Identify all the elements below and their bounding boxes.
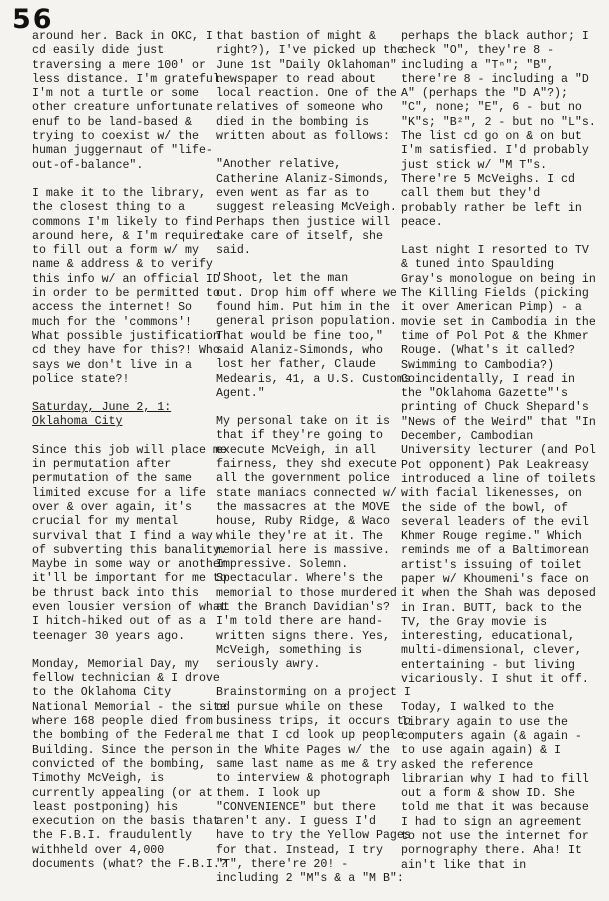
text-line: execution on the basis that bbox=[32, 815, 220, 829]
text-line: even lousier version of what bbox=[32, 600, 227, 614]
text-line: movie set in Cambodia in the bbox=[401, 315, 596, 329]
text-line: My personal take on it is bbox=[216, 415, 390, 429]
text-line: seriously awry. bbox=[216, 658, 321, 672]
text-line: around her. Back in OKC, I bbox=[32, 30, 213, 43]
text-line: "CONVENIENCE" but there bbox=[216, 800, 377, 814]
text-line: December, Cambodian bbox=[401, 430, 534, 444]
text-line: newspaper to read about bbox=[216, 72, 377, 86]
text-line: computers again (& again - bbox=[401, 729, 582, 743]
text-line: memorial to those murdered bbox=[216, 586, 397, 600]
text-line: Medearis, 41, a U.S. Customs bbox=[216, 372, 411, 386]
text-line: in permutation after bbox=[32, 458, 172, 472]
text-line: Timothy McVeigh, is bbox=[32, 772, 165, 786]
paragraph bbox=[401, 30, 596, 230]
paragraph bbox=[401, 244, 596, 687]
text-line: commons I'm likely to find bbox=[32, 215, 213, 229]
text-line: memorial here is massive. bbox=[216, 543, 390, 557]
text-line: access the internet! So bbox=[32, 301, 193, 315]
text-line: them. I look up bbox=[216, 786, 321, 800]
text-line: asked the reference bbox=[401, 758, 534, 772]
text-line: A" (perhaps the "D A"?); bbox=[401, 87, 568, 101]
text-line: Spectacular. Where's the bbox=[216, 572, 383, 586]
text-line: business trips, it occurs to bbox=[216, 715, 411, 729]
text-line: house, Ruby Ridge, & Waco bbox=[216, 515, 390, 529]
text-line: the closest thing to a bbox=[32, 201, 186, 215]
text-line: Building. Since the person bbox=[32, 743, 213, 757]
text-line: at the Branch Davidian's? bbox=[216, 600, 390, 614]
text-line: traversing a mere 100' or bbox=[32, 58, 206, 72]
text-line: found him. Put him in the bbox=[216, 301, 390, 315]
text-line: to fill out a form w/ my bbox=[32, 244, 199, 258]
text-line: Coincidentally, I read in bbox=[401, 372, 575, 386]
text-line: state maniacs connected w/ bbox=[216, 486, 397, 500]
text-line: to not use the internet for bbox=[401, 830, 589, 844]
text-line: I hitch-hiked out of as a bbox=[32, 615, 206, 629]
text-line: to the Oklahoma City bbox=[32, 686, 172, 700]
paragraph bbox=[32, 186, 220, 387]
text-line: Gray's monologue on being in bbox=[401, 272, 596, 286]
text-line: out. Drop him off where we bbox=[216, 286, 397, 300]
text-line: cd easily dide just bbox=[32, 44, 165, 58]
text-line: cd they have for this?! Who bbox=[32, 344, 220, 358]
text-line: least postponing) his bbox=[32, 800, 179, 814]
text-line: be thrust back into this bbox=[32, 586, 199, 600]
text-line: currently appealing (or at bbox=[32, 786, 213, 800]
paragraph bbox=[216, 272, 411, 401]
text-line: documents (what? the F.B.I.? bbox=[32, 858, 227, 872]
text-line: fairness, they shd execute bbox=[216, 458, 397, 472]
text-line: The Killing Fields (picking bbox=[401, 287, 589, 301]
text-line: less distance. I'm grateful bbox=[32, 72, 220, 86]
text-line: reminds me of a Baltimorean bbox=[401, 544, 589, 558]
text-line: Today, I walked to the bbox=[401, 701, 555, 715]
text-line: the "Oklahoma Gazette"'s bbox=[401, 387, 568, 401]
text-line: interesting, educational, bbox=[401, 630, 575, 644]
text-line: "C", none; "E", 6 - but no bbox=[401, 101, 582, 115]
text-line: me that I cd look up people bbox=[216, 729, 404, 743]
text-line: perhaps the black author; I bbox=[401, 30, 589, 43]
text-line: take care of itself, she bbox=[216, 229, 383, 243]
text-line: out a form & show ID. She bbox=[401, 787, 575, 801]
text-line: human juggernaut of "life- bbox=[32, 144, 213, 158]
text-column-3 bbox=[401, 30, 596, 887]
text-line: it over American Pimp) - a bbox=[401, 301, 582, 315]
text-line: local reaction. One of the bbox=[216, 87, 397, 101]
text-line: peace. bbox=[401, 215, 443, 229]
text-line: general prison population. bbox=[216, 315, 397, 329]
text-line: paper w/ Khoumeni's face on bbox=[401, 572, 589, 586]
text-line: much for the 'commons'! bbox=[32, 315, 193, 329]
text-line: The list cd go on & on but bbox=[401, 130, 582, 144]
text-line: Perhaps then justice will bbox=[216, 215, 390, 229]
text-line: in the White Pages w/ the bbox=[216, 743, 390, 757]
text-line: written signs there. Yes, bbox=[216, 629, 390, 643]
paragraph bbox=[32, 30, 220, 173]
text-line: "T", there're 20! - bbox=[216, 858, 349, 872]
text-line: "K"s; "B²", 2 - but no "L"s. bbox=[401, 115, 596, 129]
text-line: lost her father, Claude bbox=[216, 358, 377, 372]
text-line: McVeigh, something is bbox=[216, 643, 363, 657]
paragraph bbox=[216, 158, 397, 258]
text-line: cd pursue while on these bbox=[216, 700, 383, 714]
page-number: 56 bbox=[12, 4, 54, 35]
text-line: even went as far as to bbox=[216, 186, 370, 200]
text-line: for that. Instead, I try bbox=[216, 843, 383, 857]
text-line: where 168 people died from bbox=[32, 715, 213, 729]
text-line: Oklahoma City bbox=[32, 415, 123, 429]
text-line: vicariously. I shut it off. bbox=[401, 673, 589, 687]
text-line: other creature unfortunate bbox=[32, 101, 213, 115]
text-line: in order to be permitted to bbox=[32, 287, 220, 301]
text-line: check "O", they're 8 - bbox=[401, 44, 555, 58]
text-line: Last night I resorted to TV bbox=[401, 244, 589, 258]
text-line: it when the Shah was deposed bbox=[401, 587, 596, 601]
text-line: the massacres at the MOVE bbox=[216, 500, 390, 514]
text-line: execute McVeigh, in all bbox=[216, 443, 377, 457]
text-line: probably rather be left in bbox=[401, 201, 582, 215]
text-line: withheld over 4,000 bbox=[32, 843, 165, 857]
text-line: this info w/ an official ID bbox=[32, 272, 220, 286]
text-line: just stick w/ "M T"s. bbox=[401, 158, 548, 172]
text-line: died in the bombing is bbox=[216, 115, 370, 129]
text-line: multi-dimensional, clever, bbox=[401, 644, 582, 658]
text-line: I had to sign an agreement bbox=[401, 815, 582, 829]
text-line: I make it to the library, bbox=[32, 186, 206, 200]
text-line: Khmer Rouge regime." Which bbox=[401, 530, 582, 544]
text-line: teenager 30 years ago. bbox=[32, 629, 186, 643]
paragraph bbox=[216, 30, 404, 144]
text-line: told me that it was because bbox=[401, 801, 589, 815]
text-line: There're 5 McVeighs. I cd bbox=[401, 172, 575, 186]
text-line: ain't like that in bbox=[401, 858, 527, 872]
text-line: have to try the Yellow Pages bbox=[216, 829, 411, 843]
text-line: June 1st "Daily Oklahoman" bbox=[216, 58, 397, 72]
text-line: TV, the Gray movie is bbox=[401, 615, 548, 629]
text-line: said. bbox=[216, 244, 251, 258]
text-line: all the government police bbox=[216, 472, 390, 486]
text-line: Maybe in some way or another bbox=[32, 558, 227, 572]
text-line: several leaders of the evil bbox=[401, 515, 589, 529]
text-line: I'm satisfied. I'd probably bbox=[401, 144, 589, 158]
paragraph bbox=[401, 701, 596, 873]
text-line: there're 8 - including a "D bbox=[401, 72, 589, 86]
text-line: name & address & to verify bbox=[32, 258, 213, 272]
paragraph bbox=[216, 415, 397, 672]
paragraph bbox=[216, 686, 411, 886]
text-line: enuf to be land-based & bbox=[32, 115, 193, 129]
text-line: aren't any. I guess I'd bbox=[216, 815, 377, 829]
text-line: permutation of the same bbox=[32, 472, 193, 486]
text-line: out-of-balance". bbox=[32, 158, 144, 172]
text-line: National Memorial - the site bbox=[32, 700, 227, 714]
text-line: University lecturer (and Pol bbox=[401, 444, 596, 458]
text-line: introduced a line of toilets bbox=[401, 472, 596, 486]
text-line: Monday, Memorial Day, my bbox=[32, 657, 199, 671]
text-line: Rouge. (What's it called? bbox=[401, 344, 575, 358]
text-line: the bombing of the Federal bbox=[32, 729, 213, 743]
text-line: said Alaniz-Simonds, who bbox=[216, 343, 383, 357]
text-line: while they're at it. The bbox=[216, 529, 383, 543]
text-line: artist's issuing of toilet bbox=[401, 558, 582, 572]
text-line: librarian why I had to fill bbox=[401, 772, 589, 786]
text-line: call them but they'd bbox=[401, 187, 541, 201]
text-line: Saturday, June 2, 1: bbox=[32, 401, 172, 415]
text-line: that bastion of might & bbox=[216, 30, 377, 43]
text-line: over & over again, it's bbox=[32, 500, 193, 514]
text-line: I'm told there are hand- bbox=[216, 615, 383, 629]
text-line: Since this job will place me bbox=[32, 443, 227, 457]
text-line: entertaining - but living bbox=[401, 658, 575, 672]
text-line: police state?! bbox=[32, 372, 130, 386]
text-line: the side of the bowl, of bbox=[401, 501, 568, 515]
text-line: to use again again) & I bbox=[401, 744, 562, 758]
text-line: Catherine Alaniz-Simonds, bbox=[216, 172, 390, 186]
text-line: fellow technician & I drove bbox=[32, 672, 220, 686]
text-line: with facial likenesses, on bbox=[401, 487, 582, 501]
text-line: "Another relative, bbox=[216, 158, 342, 172]
text-line: survival that I find a way bbox=[32, 529, 213, 543]
paragraph bbox=[32, 443, 227, 644]
text-line: says we don't live in a bbox=[32, 358, 193, 372]
text-line: & tuned into Spaulding bbox=[401, 258, 555, 272]
text-line: Impressive. Solemn. bbox=[216, 558, 349, 572]
text-line: Agent." bbox=[216, 386, 265, 400]
text-line: including 2 "M"s & a "M B": bbox=[216, 872, 404, 886]
section-heading bbox=[32, 401, 207, 430]
text-line: suggest releasing McVeigh. bbox=[216, 201, 397, 215]
text-line: crucial for my mental bbox=[32, 515, 179, 529]
text-line: "News of the Weird" that "In bbox=[401, 415, 596, 429]
text-line: same last name as me & try bbox=[216, 757, 397, 771]
text-line: Brainstorming on a project I bbox=[216, 686, 411, 700]
text-line: right?), I've picked up the bbox=[216, 44, 404, 58]
text-line: relatives of someone who bbox=[216, 101, 383, 115]
text-line: the F.B.I. fraudulently bbox=[32, 829, 193, 843]
paragraph bbox=[32, 657, 227, 872]
text-line: printing of Chuck Shepard's bbox=[401, 401, 589, 415]
text-line: convicted of the bombing, bbox=[32, 757, 206, 771]
text-line: Pot opponent) Pak Leakreasy bbox=[401, 458, 589, 472]
text-column-2 bbox=[216, 30, 411, 901]
text-line: library again to use the bbox=[401, 715, 568, 729]
text-line: What possible justification bbox=[32, 329, 220, 343]
text-line: trying to coexist w/ the bbox=[32, 130, 199, 144]
text-line: That would be fine too," bbox=[216, 329, 383, 343]
text-line: that if they're going to bbox=[216, 429, 383, 443]
text-line: including a "Tⁿ"; "B", bbox=[401, 58, 555, 72]
text-line: limited excuse for a life bbox=[32, 486, 206, 500]
text-line: around here, & I'm required bbox=[32, 229, 220, 243]
text-line: of subverting this banality. bbox=[32, 543, 227, 557]
text-line: 'Shoot, let the man bbox=[216, 272, 349, 286]
text-line: in Iran. BUTT, back to the bbox=[401, 601, 582, 615]
text-line: to interview & photograph bbox=[216, 772, 390, 786]
text-line: written about as follows: bbox=[216, 130, 390, 144]
text-line: time of Pol Pot & the Khmer bbox=[401, 329, 589, 343]
text-line: pornography there. Aha! It bbox=[401, 844, 582, 858]
text-line: it'll be important for me to bbox=[32, 572, 227, 586]
text-line: Swimming to Cambodia?) bbox=[401, 358, 555, 372]
text-line: I'm not a turtle or some bbox=[32, 87, 199, 101]
text-column-1 bbox=[32, 30, 227, 886]
